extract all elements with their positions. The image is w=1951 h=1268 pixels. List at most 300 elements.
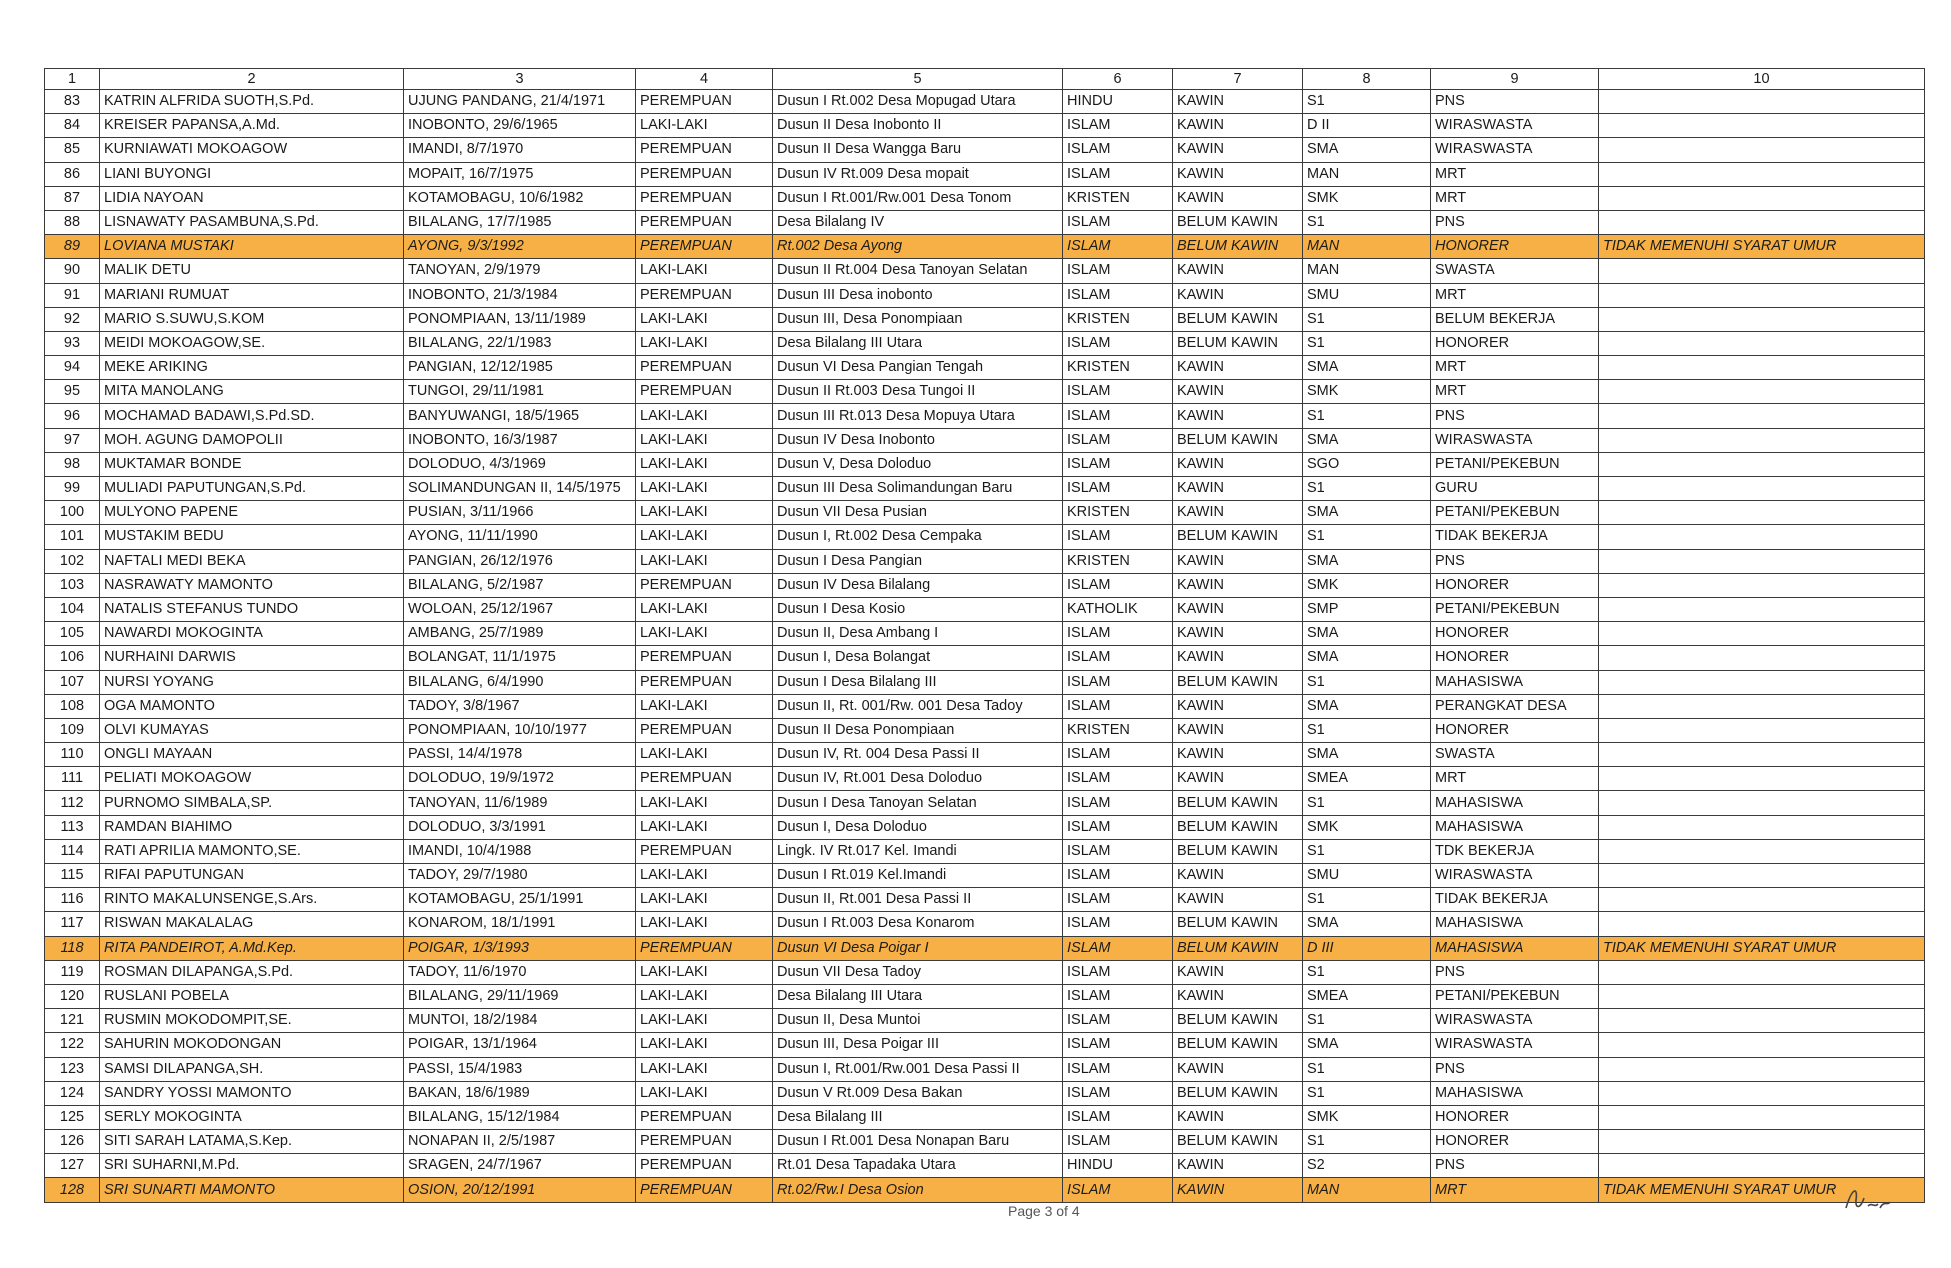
table-row	[45, 984, 1925, 1008]
gender-cell: PEREMPUAN	[636, 1178, 773, 1202]
address-cell: Dusun II Desa Inobonto II	[773, 114, 1063, 138]
gender-cell: LAKI-LAKI	[636, 331, 773, 355]
row-number: 126	[45, 1130, 100, 1154]
occupation-cell: PETANI/PEKEBUN	[1431, 501, 1599, 525]
address-cell: Dusun I, Rt.002 Desa Cempaka	[773, 525, 1063, 549]
education-cell: SMK	[1303, 380, 1431, 404]
education-cell: S1	[1303, 477, 1431, 501]
address-cell: Dusun I Rt.001/Rw.001 Desa Tonom	[773, 186, 1063, 210]
religion-cell: ISLAM	[1063, 380, 1173, 404]
remarks-cell	[1599, 501, 1925, 525]
education-cell: D III	[1303, 936, 1431, 960]
remarks-cell	[1599, 1033, 1925, 1057]
religion-cell: ISLAM	[1063, 1009, 1173, 1033]
occupation-cell: HONORER	[1431, 1105, 1599, 1129]
marital-cell: KAWIN	[1173, 90, 1303, 114]
row-number: 113	[45, 815, 100, 839]
birth-cell: PANGIAN, 12/12/1985	[404, 356, 636, 380]
occupation-cell: HONORER	[1431, 1130, 1599, 1154]
gender-cell: LAKI-LAKI	[636, 815, 773, 839]
table-row	[45, 936, 1925, 960]
education-cell: MAN	[1303, 1178, 1431, 1202]
row-number: 103	[45, 573, 100, 597]
row-number: 86	[45, 162, 100, 186]
education-cell: S1	[1303, 525, 1431, 549]
education-cell: SMA	[1303, 694, 1431, 718]
row-number: 118	[45, 936, 100, 960]
col-header: 6	[1063, 69, 1173, 90]
marital-cell: KAWIN	[1173, 694, 1303, 718]
row-number: 120	[45, 984, 100, 1008]
marital-cell: BELUM KAWIN	[1173, 428, 1303, 452]
religion-cell: KRISTEN	[1063, 307, 1173, 331]
gender-cell: LAKI-LAKI	[636, 1033, 773, 1057]
remarks-cell	[1599, 307, 1925, 331]
address-cell: Dusun I Rt.001 Desa Nonapan Baru	[773, 1130, 1063, 1154]
birth-cell: MUNTOI, 18/2/1984	[404, 1009, 636, 1033]
religion-cell: ISLAM	[1063, 259, 1173, 283]
occupation-cell: TDK BEKERJA	[1431, 839, 1599, 863]
name-cell: SITI SARAH LATAMA,S.Kep.	[100, 1130, 404, 1154]
table-row	[45, 1081, 1925, 1105]
gender-cell: LAKI-LAKI	[636, 477, 773, 501]
table-row	[45, 888, 1925, 912]
row-number: 93	[45, 331, 100, 355]
col-header: 8	[1303, 69, 1431, 90]
row-number: 115	[45, 864, 100, 888]
gender-cell: LAKI-LAKI	[636, 912, 773, 936]
birth-cell: PUSIAN, 3/11/1966	[404, 501, 636, 525]
name-cell: RATI APRILIA MAMONTO,SE.	[100, 839, 404, 863]
marital-cell: KAWIN	[1173, 138, 1303, 162]
name-cell: NURHAINI DARWIS	[100, 646, 404, 670]
row-number: 101	[45, 525, 100, 549]
occupation-cell: PETANI/PEKEBUN	[1431, 984, 1599, 1008]
table-row	[45, 1009, 1925, 1033]
remarks-cell	[1599, 331, 1925, 355]
occupation-cell: PERANGKAT DESA	[1431, 694, 1599, 718]
religion-cell: ISLAM	[1063, 235, 1173, 259]
address-cell: Dusun I, Desa Doloduo	[773, 815, 1063, 839]
row-number: 128	[45, 1178, 100, 1202]
data-table	[44, 68, 1925, 1203]
occupation-cell: WIRASWASTA	[1431, 1033, 1599, 1057]
name-cell: KURNIAWATI MOKOAGOW	[100, 138, 404, 162]
address-cell: Dusun IV Desa Bilalang	[773, 573, 1063, 597]
remarks-cell	[1599, 1057, 1925, 1081]
table-row	[45, 912, 1925, 936]
education-cell: SMEA	[1303, 767, 1431, 791]
row-number: 108	[45, 694, 100, 718]
address-cell: Dusun IV, Rt. 004 Desa Passi II	[773, 743, 1063, 767]
religion-cell: HINDU	[1063, 1154, 1173, 1178]
gender-cell: PEREMPUAN	[636, 138, 773, 162]
religion-cell: ISLAM	[1063, 428, 1173, 452]
name-cell: SERLY MOKOGINTA	[100, 1105, 404, 1129]
address-cell: Dusun I Rt.002 Desa Mopugad Utara	[773, 90, 1063, 114]
religion-cell: KRISTEN	[1063, 501, 1173, 525]
gender-cell: LAKI-LAKI	[636, 404, 773, 428]
address-cell: Lingk. IV Rt.017 Kel. Imandi	[773, 839, 1063, 863]
row-number: 107	[45, 670, 100, 694]
name-cell: SAMSI DILAPANGA,SH.	[100, 1057, 404, 1081]
occupation-cell: MAHASISWA	[1431, 815, 1599, 839]
table-row	[45, 573, 1925, 597]
education-cell: S1	[1303, 331, 1431, 355]
address-cell: Dusun I Desa Tanoyan Selatan	[773, 791, 1063, 815]
address-cell: Dusun II Rt.003 Desa Tungoi II	[773, 380, 1063, 404]
education-cell: SMA	[1303, 646, 1431, 670]
address-cell: Dusun V, Desa Doloduo	[773, 452, 1063, 476]
education-cell: S1	[1303, 1130, 1431, 1154]
religion-cell: ISLAM	[1063, 573, 1173, 597]
education-cell: SMA	[1303, 356, 1431, 380]
religion-cell: ISLAM	[1063, 477, 1173, 501]
birth-cell: KOTAMOBAGU, 10/6/1982	[404, 186, 636, 210]
name-cell: RIFAI PAPUTUNGAN	[100, 864, 404, 888]
gender-cell: PEREMPUAN	[636, 1130, 773, 1154]
occupation-cell: HONORER	[1431, 573, 1599, 597]
education-cell: SMU	[1303, 864, 1431, 888]
occupation-cell: PNS	[1431, 404, 1599, 428]
marital-cell: KAWIN	[1173, 984, 1303, 1008]
occupation-cell: WIRASWASTA	[1431, 138, 1599, 162]
birth-cell: TANOYAN, 11/6/1989	[404, 791, 636, 815]
marital-cell: KAWIN	[1173, 573, 1303, 597]
birth-cell: SRAGEN, 24/7/1967	[404, 1154, 636, 1178]
header-row	[45, 69, 1925, 90]
marital-cell: BELUM KAWIN	[1173, 331, 1303, 355]
education-cell: SMU	[1303, 283, 1431, 307]
address-cell: Dusun IV Rt.009 Desa mopait	[773, 162, 1063, 186]
remarks-cell	[1599, 380, 1925, 404]
religion-cell: ISLAM	[1063, 1130, 1173, 1154]
occupation-cell: PNS	[1431, 960, 1599, 984]
remarks-cell	[1599, 839, 1925, 863]
name-cell: NAFTALI MEDI BEKA	[100, 549, 404, 573]
gender-cell: PEREMPUAN	[636, 90, 773, 114]
gender-cell: LAKI-LAKI	[636, 1009, 773, 1033]
remarks-cell	[1599, 186, 1925, 210]
name-cell: SAHURIN MOKODONGAN	[100, 1033, 404, 1057]
marital-cell: BELUM KAWIN	[1173, 670, 1303, 694]
address-cell: Dusun II, Rt. 001/Rw. 001 Desa Tadoy	[773, 694, 1063, 718]
table-row	[45, 452, 1925, 476]
table-row	[45, 404, 1925, 428]
name-cell: RINTO MAKALUNSENGE,S.Ars.	[100, 888, 404, 912]
table-row	[45, 1105, 1925, 1129]
religion-cell: ISLAM	[1063, 525, 1173, 549]
education-cell: SMA	[1303, 1033, 1431, 1057]
occupation-cell: PNS	[1431, 549, 1599, 573]
gender-cell: LAKI-LAKI	[636, 984, 773, 1008]
gender-cell: PEREMPUAN	[636, 210, 773, 234]
education-cell: SMA	[1303, 743, 1431, 767]
occupation-cell: WIRASWASTA	[1431, 114, 1599, 138]
education-cell: S1	[1303, 670, 1431, 694]
name-cell: MARIO S.SUWU,S.KOM	[100, 307, 404, 331]
gender-cell: LAKI-LAKI	[636, 428, 773, 452]
education-cell: SMA	[1303, 912, 1431, 936]
birth-cell: PASSI, 15/4/1983	[404, 1057, 636, 1081]
marital-cell: KAWIN	[1173, 283, 1303, 307]
education-cell: S1	[1303, 718, 1431, 742]
religion-cell: ISLAM	[1063, 452, 1173, 476]
gender-cell: LAKI-LAKI	[636, 694, 773, 718]
row-number: 111	[45, 767, 100, 791]
religion-cell: ISLAM	[1063, 743, 1173, 767]
row-number: 102	[45, 549, 100, 573]
education-cell: SMK	[1303, 1105, 1431, 1129]
table-row	[45, 114, 1925, 138]
row-number: 99	[45, 477, 100, 501]
religion-cell: KRISTEN	[1063, 356, 1173, 380]
education-cell: SMA	[1303, 549, 1431, 573]
remarks-cell	[1599, 1009, 1925, 1033]
birth-cell: TADOY, 11/6/1970	[404, 960, 636, 984]
birth-cell: AMBANG, 25/7/1989	[404, 622, 636, 646]
occupation-cell: MRT	[1431, 1178, 1599, 1202]
row-number: 84	[45, 114, 100, 138]
name-cell: SRI SUHARNI,M.Pd.	[100, 1154, 404, 1178]
row-number: 89	[45, 235, 100, 259]
marital-cell: KAWIN	[1173, 1154, 1303, 1178]
name-cell: RUSLANI POBELA	[100, 984, 404, 1008]
birth-cell: POIGAR, 13/1/1964	[404, 1033, 636, 1057]
education-cell: S1	[1303, 1081, 1431, 1105]
marital-cell: KAWIN	[1173, 477, 1303, 501]
education-cell: SMA	[1303, 501, 1431, 525]
name-cell: MITA MANOLANG	[100, 380, 404, 404]
remarks-cell	[1599, 259, 1925, 283]
marital-cell: KAWIN	[1173, 380, 1303, 404]
name-cell: RITA PANDEIROT, A.Md.Kep.	[100, 936, 404, 960]
gender-cell: LAKI-LAKI	[636, 743, 773, 767]
occupation-cell: WIRASWASTA	[1431, 864, 1599, 888]
gender-cell: LAKI-LAKI	[636, 259, 773, 283]
col-header: 4	[636, 69, 773, 90]
gender-cell: LAKI-LAKI	[636, 525, 773, 549]
marital-cell: BELUM KAWIN	[1173, 210, 1303, 234]
remarks-cell	[1599, 114, 1925, 138]
table-row	[45, 839, 1925, 863]
gender-cell: PEREMPUAN	[636, 573, 773, 597]
education-cell: SMK	[1303, 573, 1431, 597]
religion-cell: ISLAM	[1063, 331, 1173, 355]
row-number: 95	[45, 380, 100, 404]
gender-cell: LAKI-LAKI	[636, 864, 773, 888]
gender-cell: PEREMPUAN	[636, 380, 773, 404]
religion-cell: ISLAM	[1063, 622, 1173, 646]
table-row	[45, 1033, 1925, 1057]
occupation-cell: WIRASWASTA	[1431, 1009, 1599, 1033]
religion-cell: ISLAM	[1063, 114, 1173, 138]
marital-cell: BELUM KAWIN	[1173, 1033, 1303, 1057]
gender-cell: PEREMPUAN	[636, 283, 773, 307]
birth-cell: AYONG, 11/11/1990	[404, 525, 636, 549]
address-cell: Dusun III Desa inobonto	[773, 283, 1063, 307]
gender-cell: PEREMPUAN	[636, 235, 773, 259]
address-cell: Dusun III Rt.013 Desa Mopuya Utara	[773, 404, 1063, 428]
marital-cell: KAWIN	[1173, 743, 1303, 767]
marital-cell: BELUM KAWIN	[1173, 839, 1303, 863]
marital-cell: KAWIN	[1173, 767, 1303, 791]
address-cell: Desa Bilalang IV	[773, 210, 1063, 234]
row-number: 114	[45, 839, 100, 863]
marital-cell: KAWIN	[1173, 864, 1303, 888]
gender-cell: LAKI-LAKI	[636, 501, 773, 525]
marital-cell: BELUM KAWIN	[1173, 307, 1303, 331]
education-cell: SMA	[1303, 138, 1431, 162]
row-number: 105	[45, 622, 100, 646]
table-row	[45, 670, 1925, 694]
religion-cell: HINDU	[1063, 90, 1173, 114]
col-header: 3	[404, 69, 636, 90]
religion-cell: ISLAM	[1063, 694, 1173, 718]
gender-cell: PEREMPUAN	[636, 1105, 773, 1129]
birth-cell: IMANDI, 10/4/1988	[404, 839, 636, 863]
education-cell: S2	[1303, 1154, 1431, 1178]
name-cell: MOH. AGUNG DAMOPOLII	[100, 428, 404, 452]
remarks-cell	[1599, 1105, 1925, 1129]
name-cell: NASRAWATY MAMONTO	[100, 573, 404, 597]
remarks-cell	[1599, 767, 1925, 791]
birth-cell: PONOMPIAAN, 10/10/1977	[404, 718, 636, 742]
name-cell: MARIANI RUMUAT	[100, 283, 404, 307]
marital-cell: KAWIN	[1173, 404, 1303, 428]
remarks-cell	[1599, 912, 1925, 936]
marital-cell: KAWIN	[1173, 186, 1303, 210]
name-cell: KATRIN ALFRIDA SUOTH,S.Pd.	[100, 90, 404, 114]
row-number: 85	[45, 138, 100, 162]
row-number: 124	[45, 1081, 100, 1105]
marital-cell: BELUM KAWIN	[1173, 1081, 1303, 1105]
birth-cell: INOBONTO, 21/3/1984	[404, 283, 636, 307]
marital-cell: BELUM KAWIN	[1173, 1130, 1303, 1154]
name-cell: OGA MAMONTO	[100, 694, 404, 718]
table-header	[45, 69, 1925, 90]
remarks-cell	[1599, 162, 1925, 186]
occupation-cell: PNS	[1431, 210, 1599, 234]
religion-cell: ISLAM	[1063, 1057, 1173, 1081]
name-cell: MEKE ARIKING	[100, 356, 404, 380]
table-row	[45, 960, 1925, 984]
table-row	[45, 259, 1925, 283]
gender-cell: LAKI-LAKI	[636, 114, 773, 138]
name-cell: RUSMIN MOKODOMPIT,SE.	[100, 1009, 404, 1033]
remarks-cell: TIDAK MEMENUHI SYARAT UMUR	[1599, 1178, 1925, 1202]
gender-cell: LAKI-LAKI	[636, 888, 773, 912]
birth-cell: TADOY, 3/8/1967	[404, 694, 636, 718]
table-row	[45, 428, 1925, 452]
table-row	[45, 90, 1925, 114]
gender-cell: PEREMPUAN	[636, 767, 773, 791]
table-row	[45, 864, 1925, 888]
row-number: 117	[45, 912, 100, 936]
birth-cell: BILALANG, 22/1/1983	[404, 331, 636, 355]
address-cell: Dusun I Desa Pangian	[773, 549, 1063, 573]
birth-cell: OSION, 20/12/1991	[404, 1178, 636, 1202]
signature-mark	[1838, 1178, 1898, 1218]
education-cell: SMEA	[1303, 984, 1431, 1008]
table-row	[45, 694, 1925, 718]
marital-cell: KAWIN	[1173, 622, 1303, 646]
religion-cell: ISLAM	[1063, 162, 1173, 186]
birth-cell: BILALANG, 5/2/1987	[404, 573, 636, 597]
religion-cell: KRISTEN	[1063, 186, 1173, 210]
table-row	[45, 718, 1925, 742]
marital-cell: BELUM KAWIN	[1173, 912, 1303, 936]
education-cell: S1	[1303, 404, 1431, 428]
gender-cell: LAKI-LAKI	[636, 1081, 773, 1105]
row-number: 96	[45, 404, 100, 428]
occupation-cell: MAHASISWA	[1431, 791, 1599, 815]
occupation-cell: MRT	[1431, 767, 1599, 791]
gender-cell: PEREMPUAN	[636, 670, 773, 694]
birth-cell: BILALANG, 6/4/1990	[404, 670, 636, 694]
address-cell: Dusun I Rt.019 Kel.Imandi	[773, 864, 1063, 888]
education-cell: S1	[1303, 1009, 1431, 1033]
address-cell: Dusun IV Desa Inobonto	[773, 428, 1063, 452]
gender-cell: PEREMPUAN	[636, 839, 773, 863]
religion-cell: ISLAM	[1063, 670, 1173, 694]
name-cell: SANDRY YOSSI MAMONTO	[100, 1081, 404, 1105]
table-row	[45, 1057, 1925, 1081]
gender-cell: LAKI-LAKI	[636, 791, 773, 815]
religion-cell: ISLAM	[1063, 936, 1173, 960]
marital-cell: BELUM KAWIN	[1173, 525, 1303, 549]
birth-cell: TANOYAN, 2/9/1979	[404, 259, 636, 283]
marital-cell: KAWIN	[1173, 259, 1303, 283]
religion-cell: ISLAM	[1063, 912, 1173, 936]
occupation-cell: MAHASISWA	[1431, 936, 1599, 960]
marital-cell: KAWIN	[1173, 1105, 1303, 1129]
row-number: 100	[45, 501, 100, 525]
education-cell: S1	[1303, 307, 1431, 331]
birth-cell: TADOY, 29/7/1980	[404, 864, 636, 888]
name-cell: NAWARDI MOKOGINTA	[100, 622, 404, 646]
religion-cell: ISLAM	[1063, 791, 1173, 815]
name-cell: MEIDI MOKOAGOW,SE.	[100, 331, 404, 355]
occupation-cell: MRT	[1431, 186, 1599, 210]
gender-cell: PEREMPUAN	[636, 356, 773, 380]
name-cell: PURNOMO SIMBALA,SP.	[100, 791, 404, 815]
remarks-cell	[1599, 791, 1925, 815]
occupation-cell: SWASTA	[1431, 743, 1599, 767]
row-number: 122	[45, 1033, 100, 1057]
remarks-cell	[1599, 477, 1925, 501]
occupation-cell: PETANI/PEKEBUN	[1431, 597, 1599, 621]
name-cell: NURSI YOYANG	[100, 670, 404, 694]
education-cell: S1	[1303, 960, 1431, 984]
row-number: 127	[45, 1154, 100, 1178]
occupation-cell: MRT	[1431, 356, 1599, 380]
row-number: 91	[45, 283, 100, 307]
remarks-cell	[1599, 573, 1925, 597]
gender-cell: LAKI-LAKI	[636, 307, 773, 331]
address-cell: Dusun II Desa Ponompiaan	[773, 718, 1063, 742]
occupation-cell: HONORER	[1431, 622, 1599, 646]
marital-cell: KAWIN	[1173, 1178, 1303, 1202]
row-number: 112	[45, 791, 100, 815]
education-cell: SMP	[1303, 597, 1431, 621]
row-number: 116	[45, 888, 100, 912]
col-header: 7	[1173, 69, 1303, 90]
address-cell: Dusun II, Rt.001 Desa Passi II	[773, 888, 1063, 912]
address-cell: Dusun VI Desa Poigar I	[773, 936, 1063, 960]
table-row	[45, 1130, 1925, 1154]
remarks-cell	[1599, 888, 1925, 912]
